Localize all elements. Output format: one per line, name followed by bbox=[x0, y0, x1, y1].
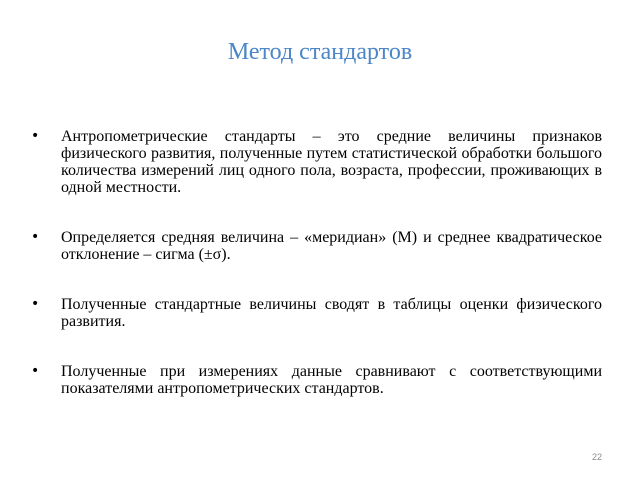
slide-title: Метод стандартов bbox=[227, 39, 413, 65]
bullet-item-mean-and-sigma bbox=[31, 229, 602, 263]
bullet-item-assessment-tables bbox=[31, 296, 602, 330]
bullet-icon: • bbox=[31, 229, 40, 245]
bullet-text: Антропометрические стандарты – это средние величины признаков физического развития, полученные путем статистической обработки большого количества измерений лиц одного пола, возраста, профессии, проживающих в одной местности. bbox=[61, 128, 602, 196]
bullet-item-comparison bbox=[31, 363, 602, 397]
bullet-text: Полученные при измерениях данные сравнивают с соответствующими показателями антропометрических стандартов. bbox=[61, 363, 602, 397]
bullet-icon: • bbox=[31, 363, 40, 379]
bullet-icon: • bbox=[31, 128, 40, 144]
bullet-text: Определяется средняя величина – «меридиан» (М) и среднее квадратическое отклонение – сигма (±σ). bbox=[61, 229, 602, 263]
bullet-item-standards-definition bbox=[31, 128, 602, 196]
bullet-text: Полученные стандартные величины сводят в таблицы оценки физического развития. bbox=[61, 296, 602, 330]
bullet-icon: • bbox=[31, 296, 40, 312]
page-number: 22 bbox=[591, 452, 602, 462]
bullet-list bbox=[31, 128, 602, 397]
